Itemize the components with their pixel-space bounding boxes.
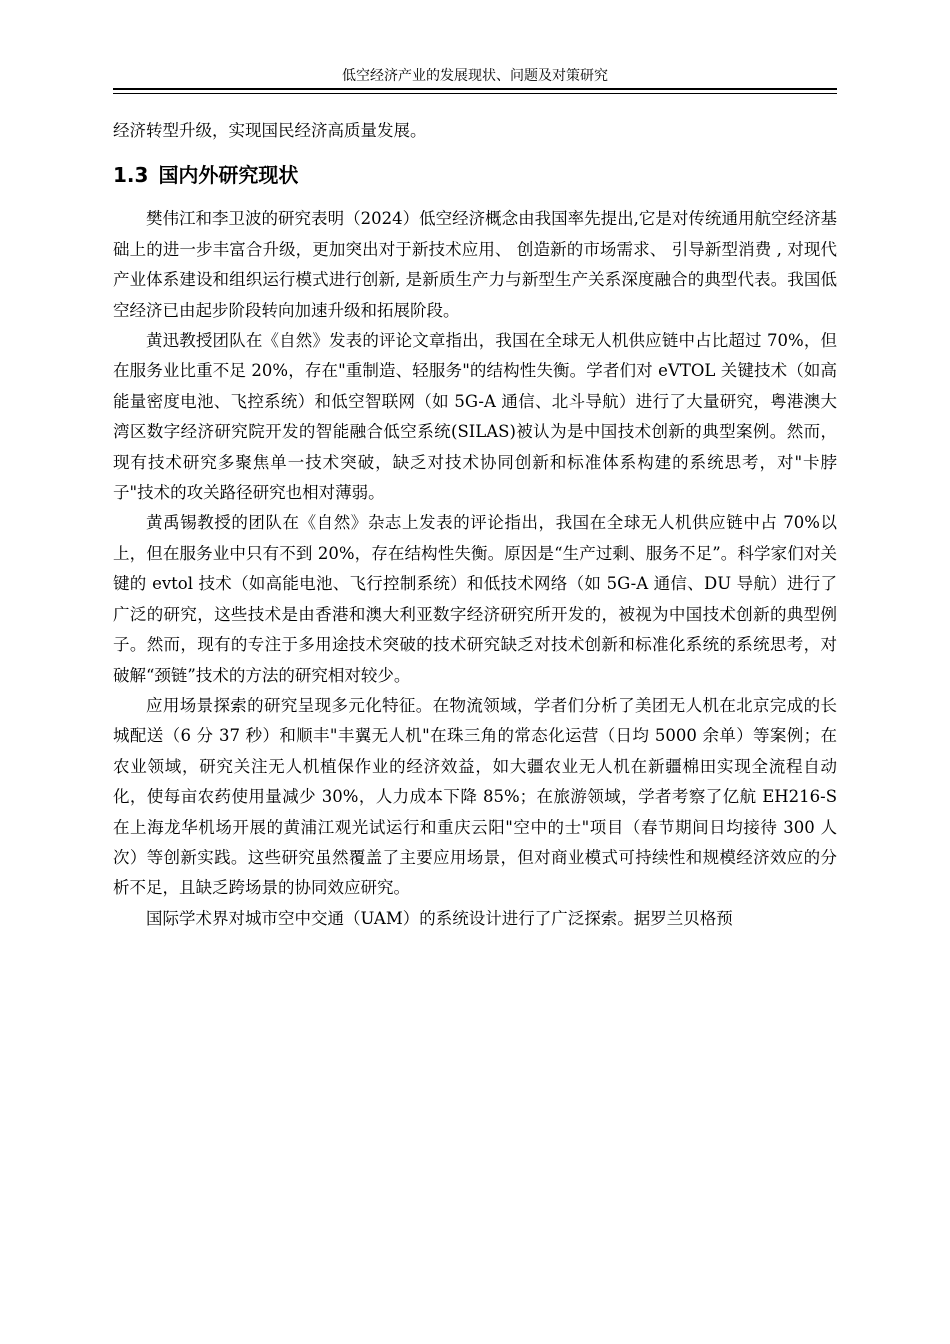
header-rule-secondary [113, 93, 837, 94]
running-header: 低空经济产业的发展现状、问题及对策研究 [342, 68, 608, 84]
section-heading [113, 160, 837, 190]
header-rule [113, 88, 837, 90]
page-body [113, 116, 837, 934]
paragraph-4: 应用场景探索的研究呈现多元化特征。在物流领域，学者们分析了美团无人机在北京完成的长城配送（6 分 37 秒）和顺丰"丰翼无人机"在珠三角的常态化运营（日均 5000 余单）等案例；在农业领域，研究关注无人机植保作业的经济效益，如大疆农业无人机在新疆棉田实现全流程自动化，使每亩农药使用量减少 30%，人力成本下降 85%；在旅游领域，学者考察了亿航 EH216-S 在上海龙华机场开展的黄浦江观光试运行和重庆云阳"空中的士"项目（春节期间日均接待 300 人次）等创新实践。这些研究虽然覆盖了主要应用场景，但对商业模式可持续性和规模经济效应的分析不足，且缺乏跨场景的协同效应研究。 [113, 695, 837, 898]
paragraph-5: 国际学术界对城市空中交通（UAM）的系统设计进行了广泛探索。据罗兰贝格预 [146, 908, 733, 928]
paragraph-3: 黄禹锡教授的团队在《自然》杂志上发表的评论指出，我国在全球无人机供应链中占 70%以上，但在服务业中只有不到 20%，存在结构性失衡。原因是“生产过剩、服务不足”。科学家们对关键的 evtol 技术（如高能电池、飞行控制系统）和低技术网络（如 5G-A 通信、DU 导航）进行了广泛的研究，这些技术是由香港和澳大利亚数字经济研究所开发的，被视为中国技术创新的典型例子。然而，现有的专注于多用途技术突破的技术研究缺乏对技术创新和标准化系统的系统思考，对破解“颈链”技术的方法的研究相对较少。 [113, 513, 837, 685]
paragraph-2: 黄迅教授团队在《自然》发表的评论文章指出，我国在全球无人机供应链中占比超过 70%，但在服务业比重不足 20%，存在"重制造、轻服务"的结构性失衡。学者们对 eVTOL 关键技术（如高能量密度电池、飞控系统）和低空智联网（如 5G-A 通信、北斗导航）进行了大量研究，粤港澳大湾区数字经济研究院开发的智能融合低空系统(SILAS)被认为是中国技术创新的典型案例。然而，现有技术研究多聚焦单一技术突破，缺乏对技术协同创新和标准体系构建的系统思考，对"卡脖子"技术的攻关路径研究也相对薄弱。 [113, 331, 837, 503]
paragraph-1: 樊伟江和李卫波的研究表明（2024）低空经济概念由我国率先提出,它是对传统通用航空经济基础上的进一步丰富合升级，更加突出对于新技术应用、 创造新的市场需求、 引导新型消费 , 对现代产业体系建设和组织运行模式进行创新, 是新质生产力与新型生产关系深度融合的典型代表。我国低空经济已由起步阶段转向加速升级和拓展阶段。 [113, 209, 837, 320]
lead-paragraph: 经济转型升级，实现国民经济高质量发展。 [113, 121, 427, 140]
section-title: 国内外研究现状 [158, 163, 299, 188]
section-number: 1.3 [113, 163, 149, 188]
